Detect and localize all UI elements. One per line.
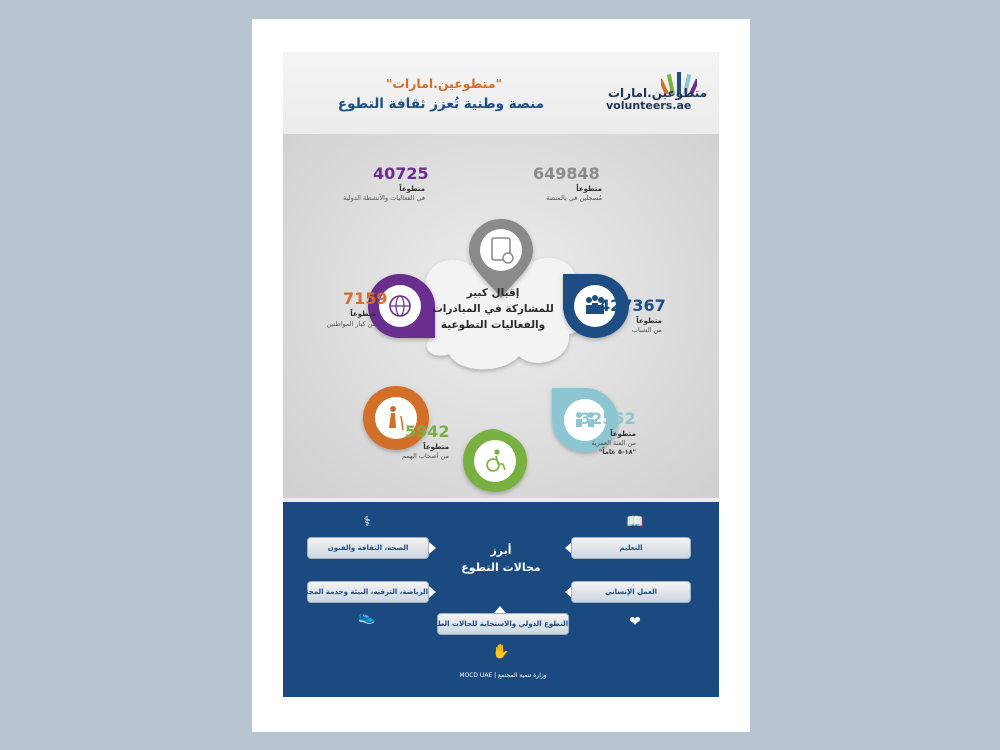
center-line-2: للمشاركة في المبادرات [432, 303, 554, 315]
stat-international-desc: في الفعاليات والأنشطة الدولية [343, 194, 425, 202]
stat-youth-value: 427367 [599, 296, 666, 315]
logo-english: volunteers.ae [606, 99, 692, 112]
field-health-culture: الصحة، الثقافة والفنون [307, 537, 429, 559]
stat-seniors-desc: من كبار المواطنين [326, 320, 376, 328]
stat-determination-value: 5942 [405, 422, 450, 441]
sneaker-icon: 👟 [358, 609, 376, 625]
pin-determination [463, 429, 527, 492]
fields-title-line-1: أبرز [490, 544, 512, 557]
stat-age-group-desc: من الفئة العمرية [591, 439, 636, 447]
arrow-health [429, 542, 436, 554]
logo-arabic: متطوعين.امارات [608, 86, 708, 100]
stat-registered-unit: متطوعاً [576, 185, 602, 193]
book-icon: 📖 [626, 514, 644, 530]
stat-seniors-value: 7159 [343, 289, 388, 308]
infographic-poster [283, 52, 719, 697]
stat-youth-unit: متطوعاً [636, 317, 662, 325]
stat-age-group-range: "١٨-٥ عاماً" [599, 448, 636, 456]
stat-age-group-unit: متطوعاً [610, 430, 636, 438]
title-line-1: "متطوعين.امارات" [385, 76, 503, 91]
stat-determination-desc: من أصحاب الهمم [401, 452, 449, 460]
stat-determination-unit: متطوعاً [423, 443, 449, 451]
arrow-sports [429, 586, 436, 598]
center-line-1: إقبال كبير [466, 287, 520, 299]
stethoscope-icon: ⚕ [363, 514, 371, 530]
heart-hands-icon: ❤ [629, 614, 641, 630]
fields-title-line-2: مجالات التطوع [461, 561, 541, 574]
title-line-2: منصة وطنية تُعزز ثقافة التطوع [337, 96, 545, 112]
stat-youth-desc: من الشباب [631, 326, 662, 334]
stat-registered-value: 649848 [533, 164, 600, 183]
stat-seniors-unit: متطوعاً [350, 310, 376, 318]
field-humanitarian: العمل الإنساني [571, 581, 691, 603]
fields-title [451, 542, 551, 576]
stat-international-value: 40725 [373, 164, 429, 183]
ministry-footer: وزارة تنمية المجتمع | MOCD UAE [459, 672, 547, 679]
stat-international-unit: متطوعاً [399, 185, 425, 193]
hand-icon: ✋ [492, 644, 510, 660]
center-message [423, 285, 563, 333]
center-line-3: والفعاليات التطوعية [440, 319, 546, 331]
field-sports-environment: الرياضة، الترفيه، البيئة وخدمة المجتمع [307, 581, 429, 603]
stat-registered-desc: مُسجلين في بالمنصة [546, 194, 602, 202]
field-education: التعليم [571, 537, 691, 559]
field-international-emergency: التطوع الدولي والاستجابة للحالات الطارئة [437, 613, 569, 635]
stat-age-group-value: 32552 [580, 409, 636, 428]
arrow-international [494, 606, 506, 613]
